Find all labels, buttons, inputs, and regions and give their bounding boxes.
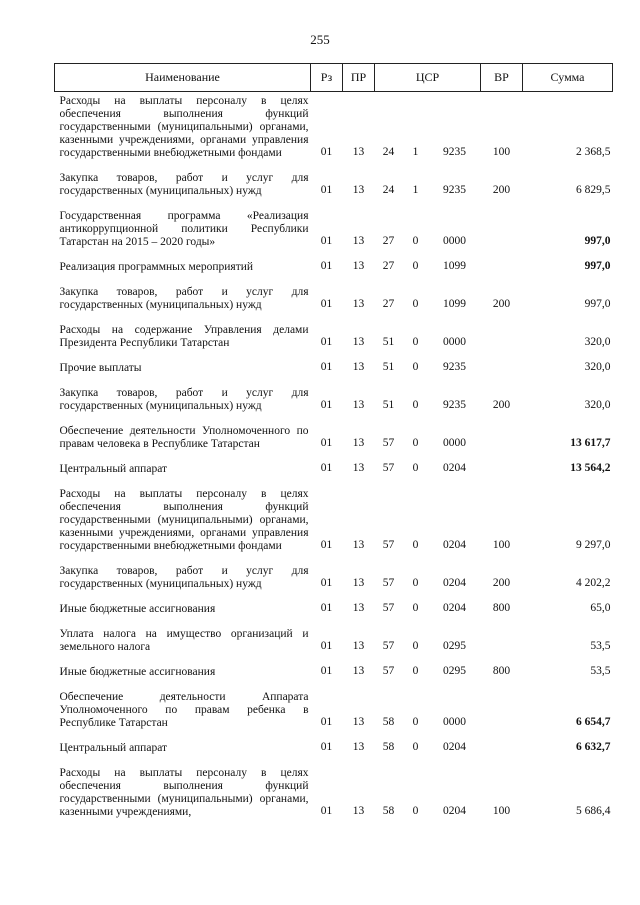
row-csr-program: 58 — [382, 716, 395, 728]
row-csr-program: 57 — [382, 539, 395, 551]
row-rz: 01 — [320, 146, 333, 158]
spacer-cell — [55, 276, 613, 283]
row-vr: 100 — [492, 805, 511, 817]
header-pr: ПР — [343, 64, 375, 92]
row-rz: 01 — [320, 260, 333, 272]
row-pr: 13 — [352, 260, 365, 272]
row-spacer — [55, 681, 613, 688]
row-name: Реализация программных мероприятий — [59, 261, 254, 273]
row-csr-program: 57 — [382, 437, 395, 449]
row-csr-subprogram: 1 — [412, 146, 419, 158]
row-csr-subprogram: 0 — [412, 602, 419, 614]
row-rz: 01 — [320, 805, 333, 817]
row-csr-subprogram: 0 — [412, 235, 419, 247]
row-rz: 01 — [320, 462, 333, 474]
row-sum: 2 368,5 — [576, 146, 611, 158]
table-row — [55, 562, 613, 593]
row-sum: 13 617,7 — [570, 437, 611, 449]
row-csr-code: 0204 — [443, 805, 466, 817]
spacer-cell — [55, 555, 613, 562]
row-vr: 200 — [492, 184, 511, 196]
row-csr-program: 57 — [382, 602, 395, 614]
row-csr-code: 9235 — [443, 146, 466, 158]
row-rz: 01 — [320, 577, 333, 589]
row-pr: 13 — [352, 577, 365, 589]
row-csr-code: 0204 — [443, 462, 466, 474]
row-csr-subprogram: 1 — [412, 184, 419, 196]
row-vr: 200 — [492, 399, 511, 411]
table-row — [55, 422, 613, 453]
row-name: Обеспечение деятельности Уполномоченного по правам человека в Республике Татарстан — [59, 425, 309, 450]
table-row — [55, 764, 613, 821]
budget-table — [54, 63, 613, 821]
row-csr-code: 0204 — [443, 539, 466, 551]
row-csr-subprogram: 0 — [412, 336, 419, 348]
row-csr-program: 58 — [382, 805, 395, 817]
row-csr-subprogram: 0 — [412, 577, 419, 589]
row-pr: 13 — [352, 184, 365, 196]
row-csr-subprogram: 0 — [412, 361, 419, 373]
row-sum: 320,0 — [584, 399, 611, 411]
row-csr-code: 0204 — [443, 577, 466, 589]
table-row — [55, 321, 613, 352]
row-vr — [481, 258, 523, 276]
row-csr-subprogram: 0 — [412, 260, 419, 272]
row-name: Закупка товаров, работ и услуг для государственных (муниципальных) нужд — [59, 286, 309, 311]
row-csr-program: 24 — [382, 146, 395, 158]
row-csr-program: 57 — [382, 577, 395, 589]
table-body — [55, 92, 613, 822]
row-csr-code: 0000 — [443, 716, 466, 728]
row-rz: 01 — [320, 437, 333, 449]
row-pr: 13 — [352, 437, 365, 449]
row-csr-code: 0000 — [443, 437, 466, 449]
header-rz: Рз — [311, 64, 343, 92]
row-csr-code: 0295 — [443, 665, 466, 677]
row-rz: 01 — [320, 235, 333, 247]
header-csr: ЦСР — [375, 64, 481, 92]
row-csr-program: 51 — [382, 361, 395, 373]
row-vr — [481, 321, 523, 352]
table-row — [55, 663, 613, 681]
row-name: Уплата налога на имущество организаций и земельного налога — [59, 628, 309, 653]
row-rz: 01 — [320, 361, 333, 373]
row-vr: 100 — [492, 539, 511, 551]
row-vr: 200 — [492, 298, 511, 310]
table-row — [55, 485, 613, 555]
spacer-cell — [55, 453, 613, 460]
row-sum: 997,0 — [584, 298, 611, 310]
row-vr: 200 — [492, 577, 511, 589]
row-csr-program: 27 — [382, 298, 395, 310]
row-spacer — [55, 757, 613, 764]
spacer-cell — [55, 593, 613, 600]
spacer-cell — [55, 251, 613, 258]
row-csr-subprogram: 0 — [412, 539, 419, 551]
row-vr: 800 — [492, 665, 511, 677]
row-rz: 01 — [320, 399, 333, 411]
row-name: Закупка товаров, работ и услуг для государственных (муниципальных) нужд — [59, 387, 309, 412]
row-csr-code: 0204 — [443, 602, 466, 614]
row-rz: 01 — [320, 665, 333, 677]
header-name: Наименование — [55, 64, 311, 92]
row-csr-code: 0000 — [443, 235, 466, 247]
row-spacer — [55, 593, 613, 600]
row-sum: 13 564,2 — [570, 462, 611, 474]
row-sum: 997,0 — [584, 235, 611, 247]
row-csr-program: 57 — [382, 462, 395, 474]
row-pr: 13 — [352, 805, 365, 817]
row-csr-subprogram: 0 — [412, 665, 419, 677]
table-row — [55, 625, 613, 656]
row-sum: 53,5 — [590, 665, 611, 677]
spacer-cell — [55, 757, 613, 764]
row-sum: 5 686,4 — [576, 805, 611, 817]
row-vr — [481, 460, 523, 478]
row-spacer — [55, 732, 613, 739]
row-sum: 320,0 — [584, 361, 611, 373]
table-row — [55, 739, 613, 757]
row-spacer — [55, 618, 613, 625]
row-csr-subprogram: 0 — [412, 437, 419, 449]
row-pr: 13 — [352, 298, 365, 310]
row-spacer — [55, 453, 613, 460]
spacer-cell — [55, 352, 613, 359]
row-rz: 01 — [320, 602, 333, 614]
row-pr: 13 — [352, 336, 365, 348]
row-spacer — [55, 377, 613, 384]
row-rz: 01 — [320, 336, 333, 348]
row-csr-code: 0000 — [443, 336, 466, 348]
row-csr-subprogram: 0 — [412, 298, 419, 310]
row-csr-program: 57 — [382, 640, 395, 652]
row-vr — [481, 688, 523, 732]
row-csr-subprogram: 0 — [412, 640, 419, 652]
spacer-cell — [55, 732, 613, 739]
row-sum: 4 202,2 — [576, 577, 611, 589]
row-name: Расходы на выплаты персоналу в целях обеспечения выполнения функций государственными (муниципальными) органами, казенными учреждениями, органами управления государственными внебюджетными фондами — [59, 95, 309, 159]
spacer-cell — [55, 377, 613, 384]
row-csr-program: 24 — [382, 184, 395, 196]
row-csr-code: 9235 — [443, 361, 466, 373]
row-vr — [481, 359, 523, 377]
row-name: Расходы на содержание Управления делами Президента Республики Татарстан — [59, 324, 309, 349]
row-sum: 6 654,7 — [576, 716, 611, 728]
table-row — [55, 600, 613, 618]
row-rz: 01 — [320, 298, 333, 310]
row-spacer — [55, 314, 613, 321]
spacer-cell — [55, 162, 613, 169]
row-csr-code: 9235 — [443, 399, 466, 411]
row-rz: 01 — [320, 716, 333, 728]
row-pr: 13 — [352, 602, 365, 614]
row-sum: 9 297,0 — [576, 539, 611, 551]
row-csr-program: 57 — [382, 665, 395, 677]
row-name: Обеспечение деятельности Аппарата Уполномоченного по правам ребенка в Республике Татарстан — [59, 691, 309, 729]
row-csr-code: 0295 — [443, 640, 466, 652]
row-name: Иные бюджетные ассигнования — [59, 666, 216, 678]
spacer-cell — [55, 415, 613, 422]
row-spacer — [55, 555, 613, 562]
row-csr-program: 27 — [382, 260, 395, 272]
row-spacer — [55, 352, 613, 359]
row-csr-program: 58 — [382, 741, 395, 753]
row-name: Центральный аппарат — [59, 463, 168, 475]
spacer-cell — [55, 478, 613, 485]
row-sum: 997,0 — [584, 260, 611, 272]
row-csr-subprogram: 0 — [412, 399, 419, 411]
row-csr-subprogram: 0 — [412, 741, 419, 753]
row-pr: 13 — [352, 640, 365, 652]
table-row — [55, 384, 613, 415]
row-rz: 01 — [320, 640, 333, 652]
header-sum: Сумма — [523, 64, 613, 92]
row-spacer — [55, 162, 613, 169]
row-pr: 13 — [352, 741, 365, 753]
spacer-cell — [55, 656, 613, 663]
table-row — [55, 460, 613, 478]
spacer-cell — [55, 618, 613, 625]
row-name: Расходы на выплаты персоналу в целях обеспечения выполнения функций государственными (муниципальными) органами, казенными учреждениями, — [59, 767, 309, 818]
row-csr-program: 51 — [382, 336, 395, 348]
row-spacer — [55, 251, 613, 258]
row-sum: 320,0 — [584, 336, 611, 348]
row-csr-code: 0204 — [443, 741, 466, 753]
row-vr: 100 — [492, 146, 511, 158]
row-vr — [481, 207, 523, 251]
row-csr-subprogram: 0 — [412, 716, 419, 728]
row-name: Центральный аппарат — [59, 742, 168, 754]
row-name: Закупка товаров, работ и услуг для государственных (муниципальных) нужд — [59, 172, 309, 197]
row-pr: 13 — [352, 146, 365, 158]
row-vr — [481, 739, 523, 757]
row-spacer — [55, 656, 613, 663]
table-row — [55, 207, 613, 251]
row-csr-code: 1099 — [443, 260, 466, 272]
row-spacer — [55, 478, 613, 485]
row-sum: 6 632,7 — [576, 741, 611, 753]
row-pr: 13 — [352, 665, 365, 677]
row-pr: 13 — [352, 539, 365, 551]
row-rz: 01 — [320, 184, 333, 196]
row-name: Государственная программа «Реализация антикоррупционной политики Республики Татарстан на 2015 – 2020 годы» — [59, 210, 309, 248]
table-row — [55, 688, 613, 732]
row-pr: 13 — [352, 462, 365, 474]
row-sum: 6 829,5 — [576, 184, 611, 196]
table-row — [55, 258, 613, 276]
row-csr-subprogram: 0 — [412, 462, 419, 474]
row-spacer — [55, 200, 613, 207]
table-header — [55, 64, 613, 92]
row-rz: 01 — [320, 741, 333, 753]
row-vr — [481, 625, 523, 656]
table-row — [55, 283, 613, 314]
row-pr: 13 — [352, 399, 365, 411]
spacer-cell — [55, 314, 613, 321]
row-name: Закупка товаров, работ и услуг для государственных (муниципальных) нужд — [59, 565, 309, 590]
row-sum: 53,5 — [590, 640, 611, 652]
table-row — [55, 92, 613, 163]
header-vr: ВР — [481, 64, 523, 92]
spacer-cell — [55, 200, 613, 207]
row-name: Расходы на выплаты персоналу в целях обеспечения выполнения функций государственными (муниципальными) органами, казенными учреждениями, органами управления государственными внебюджетными фондами — [59, 488, 309, 552]
row-csr-subprogram: 0 — [412, 805, 419, 817]
row-name: Иные бюджетные ассигнования — [59, 603, 216, 615]
table-row — [55, 169, 613, 200]
row-rz: 01 — [320, 539, 333, 551]
row-spacer — [55, 415, 613, 422]
row-name: Прочие выплаты — [59, 362, 142, 374]
row-sum: 65,0 — [590, 602, 611, 614]
row-csr-code: 9235 — [443, 184, 466, 196]
row-spacer — [55, 276, 613, 283]
spacer-cell — [55, 681, 613, 688]
row-pr: 13 — [352, 361, 365, 373]
row-csr-code: 1099 — [443, 298, 466, 310]
page-number: 255 — [310, 32, 330, 47]
row-vr: 800 — [492, 602, 511, 614]
row-csr-program: 27 — [382, 235, 395, 247]
table-row — [55, 359, 613, 377]
row-pr: 13 — [352, 235, 365, 247]
row-vr — [481, 422, 523, 453]
row-pr: 13 — [352, 716, 365, 728]
row-csr-program: 51 — [382, 399, 395, 411]
